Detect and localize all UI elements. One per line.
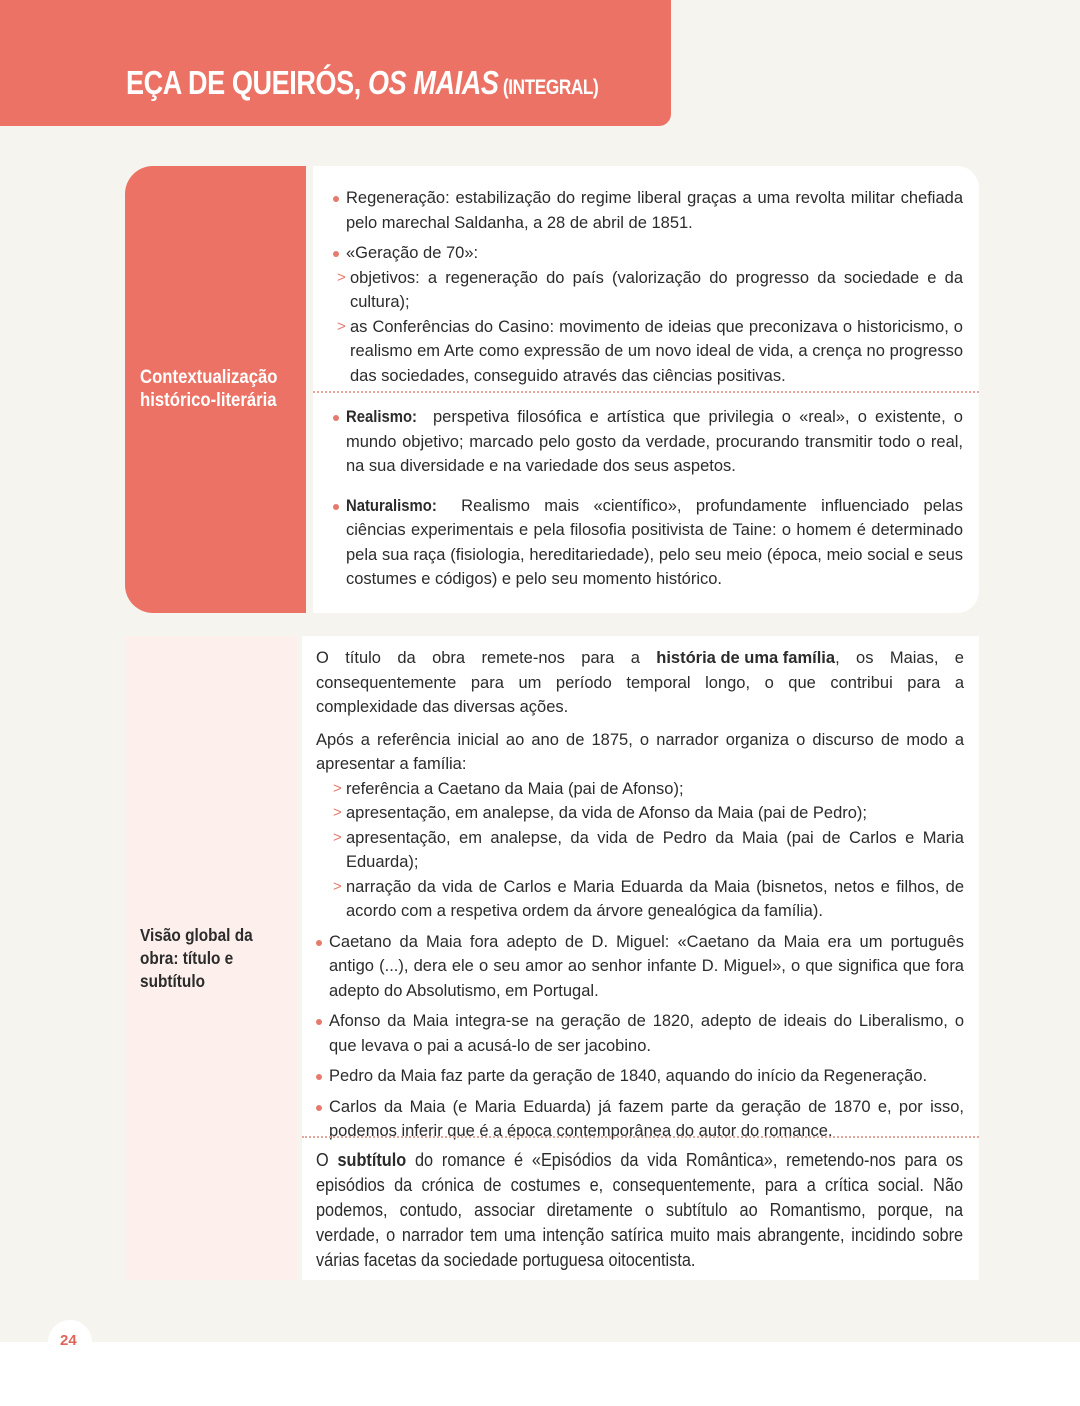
- bullet-text: perspetiva filosófica e artística que privilegia o «real», o existente, o mundo objetivo; marcado pelo gosto da verdade, procurando transmitir todo o real, na sua diversidade e na variedade dos seus aspetos.: [346, 408, 963, 475]
- context-top-block: [313, 166, 979, 392]
- bullet-text: Regeneração: estabilização do regime liberal graças a uma revolta militar chefiada pelo marechal Saldanha, a 28 de abril de 1851.: [346, 189, 963, 232]
- bullet-icon: [333, 196, 339, 202]
- bullet-item: [333, 186, 963, 235]
- sub-list-item: [316, 826, 964, 875]
- bullet-icon: [333, 504, 339, 510]
- bullet-item: [333, 405, 963, 479]
- overview-top-block: [302, 636, 979, 1140]
- bullet-text: Realismo mais «científico», profundamente influenciado pelas ciências experimentais e pela filosofia positivista de Taine: o homem é determinado pela sua raça (fisiologia, hereditariedade), pelo seu meio (época, meio social e seus costumes e códigos) e pelo seu momento histórico.: [346, 496, 963, 588]
- section-context: [125, 166, 979, 613]
- intro-text: O título da obra remete-nos para a: [316, 649, 657, 667]
- section-label: Visão global da obra: título e subtítulo: [140, 925, 253, 991]
- sub-list-item: [316, 777, 964, 802]
- subtitle-paragraph: [316, 1148, 963, 1273]
- bullet-text: Carlos da Maia (e Maria Eduarda) já fazem parte da geração de 1870 e, por isso, podemos inferir que é a época contemporânea do autor do romance.: [329, 1097, 964, 1140]
- subtitle-text: O: [316, 1150, 338, 1170]
- term-realismo: Realismo:: [346, 408, 417, 426]
- sub-list-item: [333, 266, 963, 315]
- title-italic: OS MAIAS: [368, 64, 499, 101]
- sub-list-item: [333, 315, 963, 389]
- bullet-item: [316, 1064, 964, 1089]
- header-band: [0, 0, 671, 126]
- intro-paragraph: [316, 646, 964, 720]
- bullet-icon: [333, 415, 339, 421]
- section-label-cell: [125, 166, 306, 613]
- title-suffix: (INTEGRAL): [498, 76, 599, 99]
- bullet-icon: [316, 1105, 322, 1111]
- bullet-text: Afonso da Maia integra-se na geração de 1820, adepto de ideais do Liberalismo, o que levava o pai a acusá-lo de ser jacobino.: [329, 1012, 964, 1055]
- intro-bold: história de uma família: [656, 649, 836, 667]
- page-number: 24: [60, 1332, 77, 1349]
- organization-lead: Após a referência inicial ao ano de 1875, o narrador organiza o discurso de modo a apresentar a família:: [316, 730, 964, 773]
- bullet-text: «Geração de 70»:: [346, 244, 479, 262]
- bullet-item: [333, 494, 963, 592]
- bullet-icon: [316, 1074, 322, 1080]
- section-label-cell: [125, 636, 297, 1280]
- sub-list-item: [316, 875, 964, 924]
- sub-item-text: referência a Caetano da Maia (pai de Afonso);: [346, 779, 684, 798]
- chevron-right-icon: >: [333, 877, 342, 895]
- term-naturalismo: Naturalismo:: [346, 496, 437, 515]
- subtitle-bold: subtítulo: [337, 1150, 407, 1170]
- bullet-item: [316, 1009, 964, 1058]
- section-content: [302, 636, 979, 1280]
- page-title: [126, 64, 598, 102]
- sub-item-text: apresentação, em analepse, da vida de Afonso da Maia (pai de Pedro);: [346, 804, 868, 822]
- bullet-item: [333, 241, 963, 266]
- bullet-text: Pedro da Maia faz parte da geração de 1840, aquando do início da Regeneração.: [329, 1067, 928, 1085]
- chevron-right-icon: >: [333, 804, 342, 821]
- organization-list: [316, 777, 964, 924]
- page-footer: [0, 1342, 1080, 1406]
- sub-list-item: [316, 801, 964, 826]
- title-main: EÇA DE QUEIRÓS,: [126, 64, 369, 101]
- sub-item-text: narração da vida de Carlos e Maria Eduarda da Maia (bisnetos, netos e filhos, de acordo com a respetiva ordem da árvore genealógica da família).: [346, 877, 964, 920]
- bullet-icon: [333, 251, 339, 257]
- bullet-text: Caetano da Maia fora adepto de D. Miguel: «Caetano da Maia era um português antigo (...), dera ele o seu amor ao senhor infante D. Miguel», o que significa que fora adepto do Absolutismo, em Portugal.: [329, 932, 964, 1000]
- bullet-icon: [316, 940, 322, 946]
- section-content: [313, 166, 979, 613]
- section-overview: [125, 636, 979, 1280]
- chevron-right-icon: >: [333, 828, 342, 846]
- subtitle-text: do romance é «Episódios da vida Romântica», remetendo-nos para os episódios da crónica de costumes e, consequentemente, para a crítica social. Não podemos, contudo, associar diretamente o subtítulo ao Romantismo, porque, na verdade, o narrador tem uma intenção satírica muito mais abrangente, incidindo sobre várias facetas da sociedade portuguesa oitocentista.: [316, 1150, 964, 1270]
- section-label: Contextualização histórico-literária: [140, 367, 278, 411]
- bullet-icon: [316, 1019, 322, 1025]
- chevron-right-icon: >: [333, 779, 342, 797]
- overview-bottom-block: [302, 1136, 979, 1280]
- context-bottom-block: [313, 392, 979, 613]
- sub-item-text: apresentação, em analepse, da vida de Pedro da Maia (pai de Carlos e Maria Eduarda);: [346, 828, 964, 871]
- intro-text: , os Maias, e consequentemente para um período temporal longo, o que contribui para a complexidade das diversas ações.: [316, 649, 964, 716]
- sub-item-text: objetivos: a regeneração do país (valorização do progresso da sociedade e da cultura);: [350, 268, 963, 311]
- chevron-right-icon: >: [337, 268, 346, 286]
- chevron-right-icon: >: [337, 317, 346, 335]
- bullet-item: [316, 930, 964, 1004]
- sub-item-text: as Conferências do Casino: movimento de ideias que preconizava o historicismo, o realismo em Arte como expressão de um novo ideal de vida, a crença no progresso das sociedades, conseguido através das ciências positivas.: [350, 317, 963, 385]
